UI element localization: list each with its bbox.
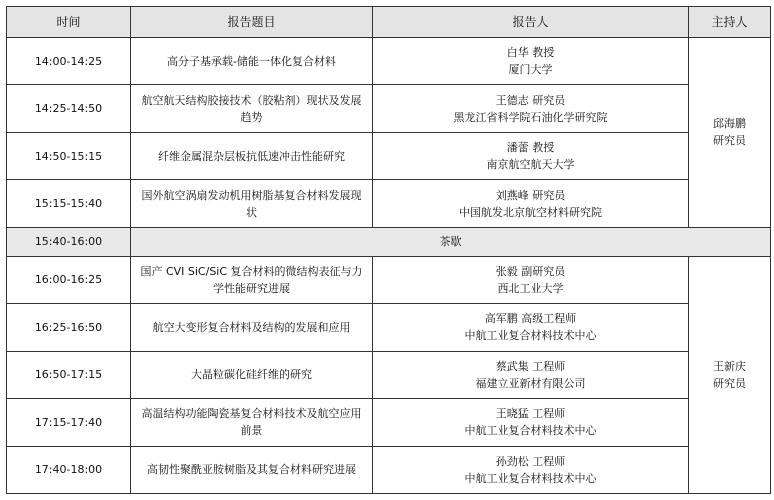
- reporter-org: 厦门大学: [508, 63, 553, 77]
- title-cell: 航空大变形复合材料及结构的发展和应用: [131, 304, 373, 351]
- reporter-org: 黑龙江省科学院石油化学研究院: [453, 110, 608, 124]
- reporter-org: 中航工业复合材料技术中心: [464, 471, 597, 485]
- break-row: [7, 227, 771, 256]
- reporter-name: 孙劲松 工程师: [495, 454, 566, 468]
- title-cell: 航空航天结构胶接技术（胶粘剂）现状及发展趋势: [131, 85, 373, 132]
- header-reporter: 报告人: [373, 7, 689, 38]
- reporter-name: 张毅 副研究员: [495, 264, 566, 278]
- table-row: [7, 399, 771, 446]
- title-cell: 高韧性聚酰亚胺树脂及其复合材料研究进展: [131, 446, 373, 494]
- reporter-cell: [373, 446, 689, 494]
- table-row: [7, 38, 771, 85]
- time-cell: 14:00-14:25: [7, 38, 131, 85]
- header-row: [7, 7, 771, 38]
- reporter-org: 中航工业复合材料技术中心: [464, 424, 597, 438]
- time-cell: 16:50-17:15: [7, 351, 131, 398]
- reporter-cell: [373, 256, 689, 303]
- reporter-name: 王晓猛 工程师: [495, 407, 566, 421]
- table-row: [7, 132, 771, 179]
- table-row: [7, 256, 771, 303]
- host-cell-session1: [689, 38, 771, 228]
- reporter-name: 王德志 研究员: [495, 93, 566, 107]
- table-row: [7, 351, 771, 398]
- schedule-table: [6, 6, 771, 494]
- header-host: 主持人: [689, 7, 771, 38]
- title-cell: 高温结构功能陶瓷基复合材料技术及航空应用前景: [131, 399, 373, 446]
- title-cell: 国产 CVI SiC/SiC 复合材料的微结构表征与力学性能研究进展: [131, 256, 373, 303]
- reporter-name: 高军鹏 高级工程师: [484, 312, 577, 326]
- title-cell: 大晶粒碳化硅纤维的研究: [131, 351, 373, 398]
- reporter-name: 刘燕峰 研究员: [495, 188, 566, 202]
- break-time: 15:40-16:00: [7, 227, 131, 256]
- title-cell: 国外航空涡扇发动机用树脂基复合材料发展现状: [131, 180, 373, 227]
- time-cell: 17:40-18:00: [7, 446, 131, 494]
- reporter-org: 南京航空航天大学: [486, 158, 575, 172]
- reporter-name: 潘蕾 教授: [506, 141, 555, 155]
- reporter-cell: [373, 38, 689, 85]
- break-label: 茶歇: [131, 227, 771, 256]
- reporter-org: 西北工业大学: [497, 281, 564, 295]
- time-cell: 15:15-15:40: [7, 180, 131, 227]
- reporter-org: 福建立亚新材有限公司: [475, 376, 586, 390]
- table-row: [7, 85, 771, 132]
- reporter-cell: [373, 132, 689, 179]
- host-name: 邱海鹏: [713, 117, 746, 131]
- time-cell: 17:15-17:40: [7, 399, 131, 446]
- time-cell: 14:25-14:50: [7, 85, 131, 132]
- time-cell: 16:00-16:25: [7, 256, 131, 303]
- table-row: [7, 304, 771, 351]
- reporter-cell: [373, 399, 689, 446]
- time-cell: 14:50-15:15: [7, 132, 131, 179]
- table-row: [7, 180, 771, 227]
- reporter-name: 白华 教授: [506, 46, 555, 60]
- reporter-cell: [373, 85, 689, 132]
- host-title: 研究员: [713, 134, 746, 148]
- reporter-cell: [373, 180, 689, 227]
- reporter-cell: [373, 304, 689, 351]
- reporter-cell: [373, 351, 689, 398]
- reporter-name: 蔡武集 工程师: [495, 359, 566, 373]
- host-title: 研究员: [713, 376, 746, 390]
- reporter-org: 中国航发北京航空材料研究院: [459, 205, 602, 219]
- reporter-org: 中航工业复合材料技术中心: [464, 329, 597, 343]
- time-cell: 16:25-16:50: [7, 304, 131, 351]
- title-cell: 高分子基承载-储能一体化复合材料: [131, 38, 373, 85]
- host-cell-session2: [689, 256, 771, 493]
- header-title: 报告题目: [131, 7, 373, 38]
- header-time: 时间: [7, 7, 131, 38]
- title-cell: 纤维金属混杂层板抗低速冲击性能研究: [131, 132, 373, 179]
- table-row: [7, 446, 771, 494]
- host-name: 王新庆: [713, 359, 746, 373]
